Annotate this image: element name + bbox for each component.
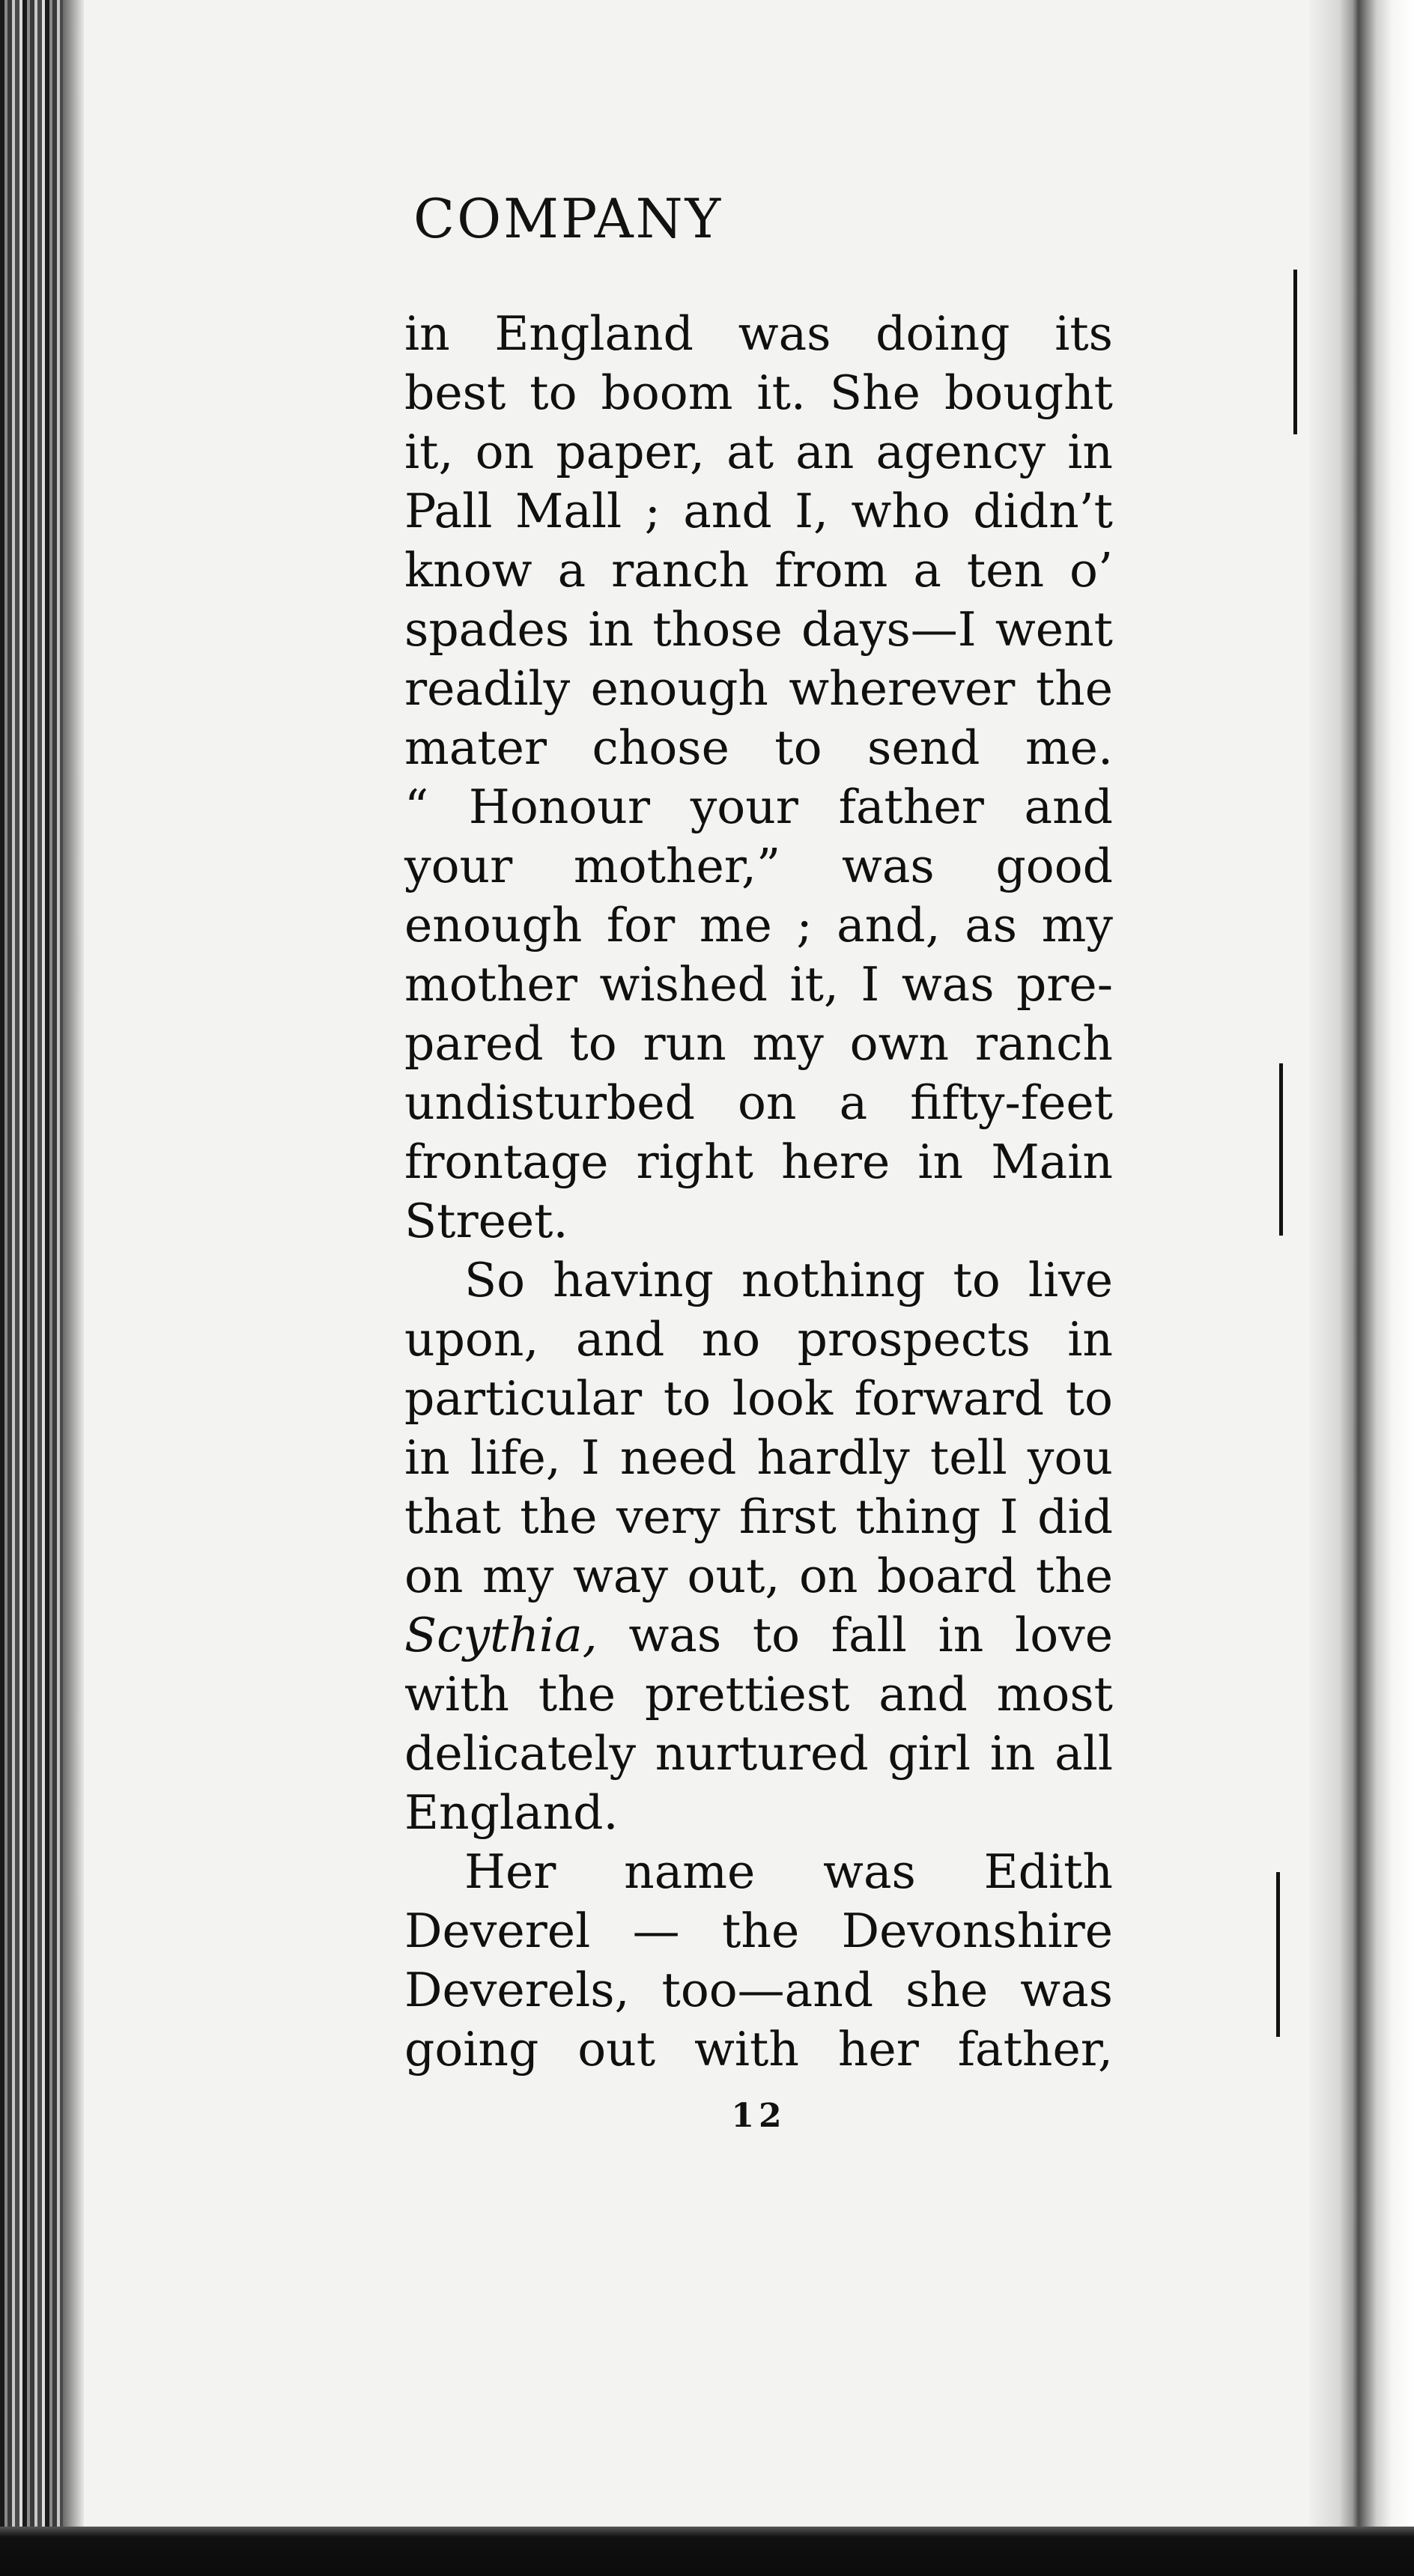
text-line: Street. bbox=[404, 1194, 568, 1248]
text-line: readily enough wherever the bbox=[404, 661, 1113, 716]
folio-area bbox=[404, 0, 1113, 2576]
page-number: 12 bbox=[731, 2097, 786, 2135]
text-line: it, on paper, at an agency in bbox=[404, 425, 1113, 479]
text-line: Her name was Edith bbox=[464, 1844, 1113, 1899]
text-line: Deverels, too—and she was bbox=[404, 1963, 1113, 2017]
text-line: mater chose to send me. bbox=[404, 720, 1113, 775]
text-line: So having nothing to live bbox=[464, 1253, 1113, 1307]
page-fore-edge bbox=[1309, 0, 1414, 2576]
text-line: upon, and no prospects in bbox=[404, 1312, 1113, 1367]
text-line: on my way out, on board the bbox=[404, 1549, 1113, 1603]
text-line: Deverel — the Devonshire bbox=[404, 1904, 1113, 1958]
text-line: “ Honour your father and bbox=[404, 780, 1113, 834]
text-line: pared to run my own ranch bbox=[404, 1016, 1113, 1071]
text-line: particular to look forward to bbox=[404, 1371, 1113, 1426]
text-line: know a ranch from a ten o’ bbox=[404, 543, 1113, 598]
text-line: mother wished it, I was pre- bbox=[404, 957, 1113, 1012]
text-line: going out with her father, bbox=[404, 2022, 1113, 2077]
running-head: COMPANY bbox=[413, 187, 723, 250]
text-line: that the very first thing I did bbox=[404, 1489, 1113, 1544]
scan-artifact-mark bbox=[1276, 1872, 1280, 2037]
ship-name-italic: Scythia, bbox=[404, 1608, 598, 1662]
book-binding-edge bbox=[0, 0, 84, 2576]
text-line: with the prettiest and most bbox=[404, 1667, 1113, 1722]
scan-artifact-mark bbox=[1293, 270, 1297, 434]
text-line: Pall Mall ; and I, who didn’t bbox=[404, 484, 1113, 538]
text-line: enough for me ; and, as my bbox=[404, 898, 1113, 953]
text-line: delicately nurtured girl in all bbox=[404, 1726, 1113, 1781]
text-line: in life, I need hardly tell you bbox=[404, 1430, 1113, 1485]
text-line-rest: was to fall in love bbox=[597, 1608, 1113, 1662]
text-line: your mother,” was good bbox=[404, 839, 1113, 893]
text-line: undisturbed on a fifty-feet bbox=[404, 1075, 1113, 1130]
text-line: best to boom it. She bought bbox=[404, 365, 1113, 420]
text-line: England. bbox=[404, 1785, 619, 1840]
scan-artifact-mark bbox=[1279, 1063, 1283, 1236]
text-line: frontage right here in Main bbox=[404, 1134, 1113, 1189]
text-line: spades in those days—I went bbox=[404, 602, 1113, 657]
text-line: in England was doing its bbox=[404, 306, 1113, 361]
